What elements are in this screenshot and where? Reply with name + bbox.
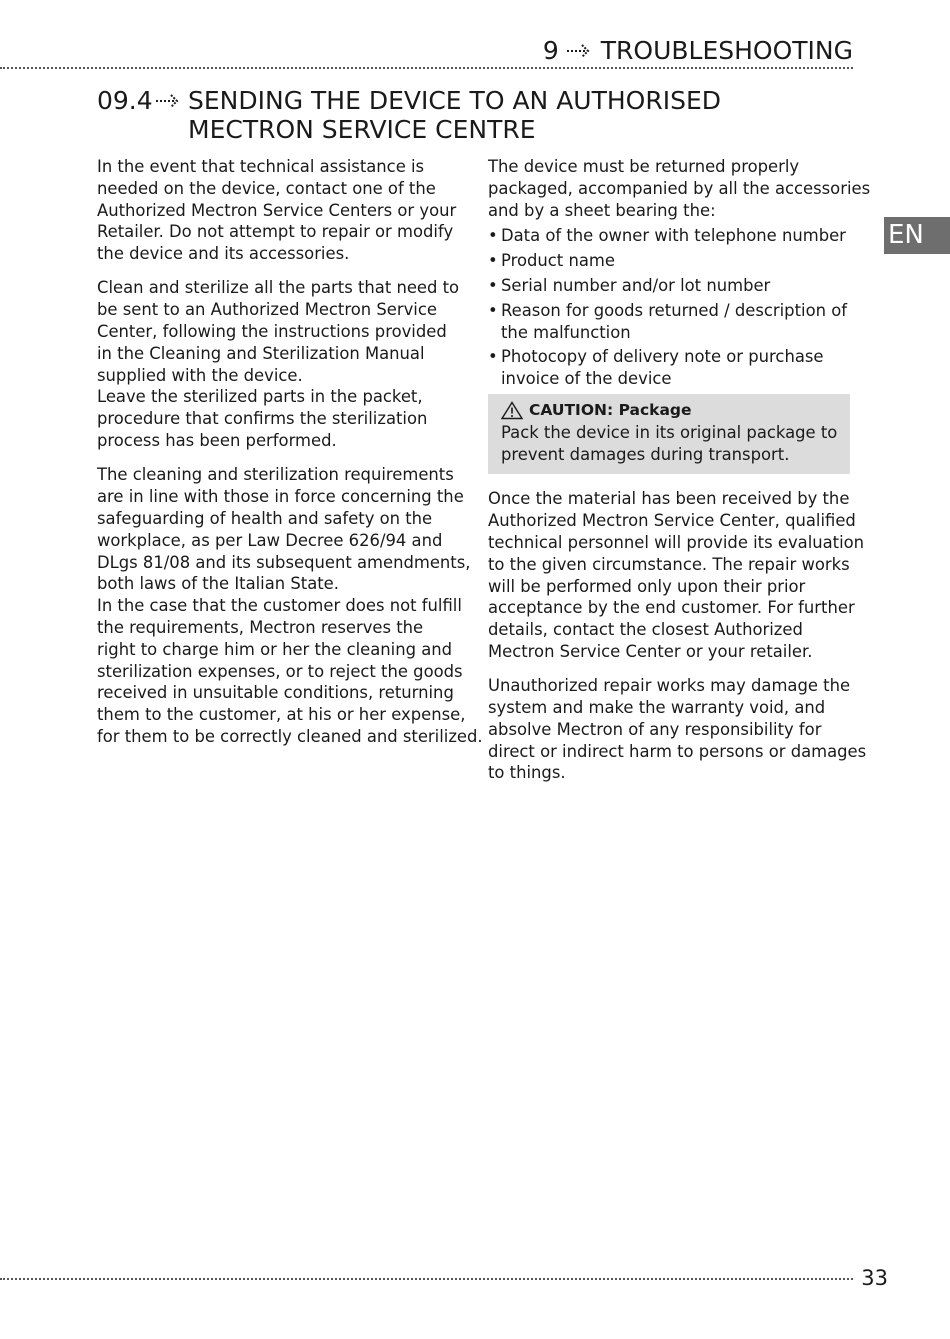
caution-box [488, 394, 850, 474]
paragraph-sterilize [97, 277, 465, 451]
paragraph-contact [97, 156, 465, 265]
dotted-arrow-icon [567, 43, 593, 59]
text-line: sterilization expenses, or to reject the goods [97, 661, 463, 681]
caution-text-line: Pack the device in its original package to [501, 422, 838, 442]
list-item [488, 250, 850, 272]
text-line: safeguarding of health and safety on the [97, 508, 433, 528]
list-item [488, 225, 850, 247]
header-divider [0, 67, 853, 69]
text-line: • Reason for goods returned / description of [501, 300, 847, 320]
text-line: acceptance by the end customer. For further [488, 598, 855, 618]
text-line: technical personnel will provide its evaluation [488, 532, 865, 552]
caution-heading [501, 400, 837, 422]
text-line: in the Cleaning and Sterilization Manual [97, 343, 425, 363]
text-line: procedure that confirms the sterilization [97, 409, 428, 429]
paragraph-requirements [97, 464, 483, 747]
text-line: needed on the device, contact one of the [97, 178, 436, 198]
text-line: supplied with the device. [97, 365, 303, 385]
text-line: Center, following the instructions provided [97, 322, 447, 342]
text-line: both laws of the Italian State. [97, 574, 339, 594]
required-info-list [488, 225, 850, 390]
text-line: to the given circumstance. The repair works [488, 554, 850, 574]
text-line: direct or indirect harm to persons or damages [488, 741, 867, 761]
list-item [488, 275, 850, 297]
text-line: Authorized Mectron Service Center, qualified [488, 511, 856, 531]
dotted-arrow-icon [156, 93, 182, 109]
text-line: received in unsuitable conditions, returning [97, 683, 454, 703]
text-line: the requirements, Mectron reserves the [97, 617, 424, 637]
text-line: to things. [488, 763, 566, 783]
paragraph-unauthorized [488, 675, 867, 784]
text-line: are in line with those in force concerning the [97, 487, 464, 507]
text-line: Mectron Service Center or your retailer. [488, 641, 813, 661]
text-line: In the case that the customer does not fulfill [97, 596, 462, 616]
text-line: be sent to an Authorized Mectron Service [97, 300, 437, 320]
page-number: 33 [861, 1266, 888, 1290]
text-line: details, contact the closest Authorized [488, 620, 803, 640]
text-line: and by a sheet bearing the: [488, 200, 716, 220]
warning-triangle-icon [501, 401, 523, 420]
chapter-name: TROUBLESHOOTING [600, 36, 853, 65]
text-line: system and make the warranty void, and [488, 698, 826, 718]
text-line: Leave the sterilized parts in the packet, [97, 387, 423, 407]
section-number: 09.4 [97, 86, 153, 115]
text-line: The device must be returned properly [488, 157, 800, 176]
caution-text-line: prevent damages during transport. [501, 444, 790, 464]
right-column [488, 156, 871, 797]
text-line: workplace, as per Law Decree 626/94 and [97, 530, 443, 550]
text-line: DLgs 81/08 and its subsequent amendments, [97, 552, 471, 572]
text-line: In the event that technical assistance is [97, 157, 425, 176]
chapter-number: 9 [542, 36, 559, 65]
language-tab: EN [884, 217, 950, 254]
caution-title: CAUTION: Package [529, 400, 692, 419]
list-item [488, 300, 850, 344]
footer-divider [0, 1278, 853, 1280]
text-line: will be performed only upon their prior [488, 576, 806, 596]
text-line: • Serial number and/or lot number [501, 275, 771, 295]
section-title-line: SENDING THE DEVICE TO AN AUTHORISED [188, 86, 721, 115]
text-line: Once the material has been received by the [488, 489, 850, 509]
text-line: Retailer. Do not attempt to repair or modify [97, 222, 454, 242]
paragraph-evaluation [488, 488, 865, 662]
text-line: them to the customer, at his or her expense, [97, 705, 466, 725]
text-line: • Photocopy of delivery note or purchase [501, 347, 824, 367]
text-line: the device and its accessories. [97, 244, 350, 264]
text-line: Unauthorized repair works may damage the [488, 676, 851, 696]
text-line: Clean and sterilize all the parts that need to [97, 278, 460, 298]
text-line: packaged, accompanied by all the accessories [488, 178, 871, 198]
text-line: absolve Mectron of any responsibility for [488, 719, 822, 739]
paragraph-return-intro [488, 156, 871, 221]
text-line: • Product name [501, 251, 615, 271]
text-line: process has been performed. [97, 431, 337, 451]
text-line: invoice of the device [501, 369, 672, 389]
section-title-line: MECTRON SERVICE CENTRE [188, 115, 536, 144]
text-line: right to charge him or her the cleaning and [97, 639, 453, 659]
text-line: Authorized Mectron Service Centers or your [97, 200, 457, 220]
list-item [488, 346, 850, 390]
left-column [97, 156, 483, 760]
text-line: the malfunction [501, 322, 631, 342]
text-line: The cleaning and sterilization requirements [97, 465, 454, 485]
text-line: for them to be correctly cleaned and sterilized. [97, 726, 483, 746]
chapter-title [543, 36, 853, 65]
text-line: • Data of the owner with telephone number [501, 226, 846, 246]
